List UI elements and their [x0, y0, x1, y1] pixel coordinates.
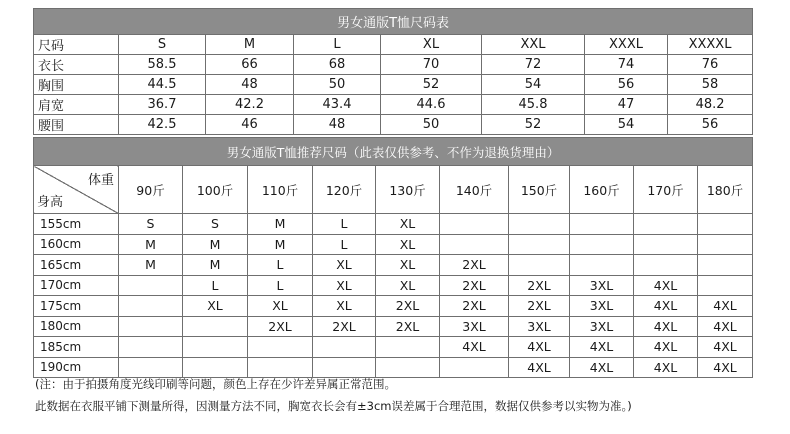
recommended-size-cell: 4XL [698, 337, 753, 358]
recommended-size-cell: XL [313, 255, 376, 276]
recommended-size-cell [698, 234, 753, 255]
weight-header-cell: 100斤 [183, 166, 248, 214]
measure-value-cell: 56 [585, 75, 668, 95]
recommended-size-cell: 4XL [634, 316, 698, 337]
measure-value-cell: 76 [668, 55, 753, 75]
recommended-size-cell: 3XL [570, 296, 634, 317]
recommended-size-cell: 2XL [248, 316, 313, 337]
recommended-size-cell: M [119, 234, 183, 255]
note-line-2: 此数据在衣服平铺下测量所得，因测量方法不同，胸宽衣长会有±3cm误差属于合理范围，数据仅供参考以实物为准。) [35, 399, 632, 413]
recommended-size-cell: 2XL [509, 296, 570, 317]
size-header-cell: XL [381, 35, 482, 55]
recommended-size-cell [509, 255, 570, 276]
measure-value-cell: 36.7 [119, 95, 206, 115]
corner-cell [34, 166, 119, 214]
recommended-size-cell: 4XL [570, 357, 634, 378]
recommended-size-cell: L [313, 234, 376, 255]
measure-value-cell: 66 [206, 55, 294, 75]
height-label-cell: 175cm [34, 296, 119, 317]
measure-value-cell: 48.2 [668, 95, 753, 115]
weight-header-cell: 110斤 [248, 166, 313, 214]
measure-value-cell: 74 [585, 55, 668, 75]
recommended-size-cell [634, 214, 698, 235]
recommended-size-cell: 4XL [634, 275, 698, 296]
size-measure-row [34, 95, 753, 115]
recommended-size-cell: L [248, 255, 313, 276]
size-header-row [34, 35, 753, 55]
recommended-size-cell [440, 357, 509, 378]
measure-value-cell: 50 [381, 115, 482, 135]
height-row [34, 357, 753, 378]
recommended-size-cell: L [313, 214, 376, 235]
height-row [34, 275, 753, 296]
weight-header-cell: 90斤 [119, 166, 183, 214]
recommended-size-cell: 4XL [634, 357, 698, 378]
measure-value-cell: 44.5 [119, 75, 206, 95]
measure-value-cell: 42.2 [206, 95, 294, 115]
recommended-size-cell [119, 316, 183, 337]
height-row [34, 255, 753, 276]
height-label-cell: 185cm [34, 337, 119, 358]
size-header-cell: XXXL [585, 35, 668, 55]
recommended-size-cell [183, 357, 248, 378]
recommended-size-cell [313, 337, 376, 358]
recommended-size-cell: XL [313, 275, 376, 296]
recommended-size-cell [570, 214, 634, 235]
size-measure-row [34, 55, 753, 75]
recommended-size-cell [376, 357, 440, 378]
size-header-cell: XXXXL [668, 35, 753, 55]
recommended-size-cell: M [119, 255, 183, 276]
recommended-size-cell: 4XL [440, 337, 509, 358]
recommended-size-cell [119, 275, 183, 296]
note-line-1: (注：由于拍摄角度光线印刷等问题，颜色上存在少许差异属正常范围。 [35, 377, 396, 391]
size-measure-row [34, 75, 753, 95]
size-chart-table [33, 8, 753, 135]
recommended-size-cell: 4XL [698, 316, 753, 337]
recommended-size-cell: XL [376, 255, 440, 276]
recommended-size-cell: 4XL [509, 337, 570, 358]
recommended-size-cell: M [248, 214, 313, 235]
measure-value-cell: 58 [668, 75, 753, 95]
weight-header-cell: 170斤 [634, 166, 698, 214]
recommended-size-cell: M [183, 255, 248, 276]
measure-value-cell: 54 [585, 115, 668, 135]
height-label-cell: 170cm [34, 275, 119, 296]
recommended-size-cell: XL [248, 296, 313, 317]
recommended-size-cell [248, 357, 313, 378]
recommended-size-cell [183, 316, 248, 337]
recommended-size-cell: 2XL [376, 316, 440, 337]
measure-value-cell: 52 [381, 75, 482, 95]
recommended-size-cell [570, 234, 634, 255]
height-label-cell: 190cm [34, 357, 119, 378]
measure-value-cell: 50 [294, 75, 381, 95]
recommended-size-cell: 3XL [570, 275, 634, 296]
recommended-size-cell: L [248, 275, 313, 296]
height-label-cell: 180cm [34, 316, 119, 337]
recommended-size-cell: 2XL [440, 255, 509, 276]
recommended-size-cell: XL [376, 234, 440, 255]
recommended-size-cell [248, 337, 313, 358]
measure-label: 衣长 [34, 55, 119, 75]
recommended-size-cell [698, 255, 753, 276]
recommended-size-cell [634, 255, 698, 276]
recommended-size-cell: 3XL [509, 316, 570, 337]
measure-value-cell: 45.8 [482, 95, 585, 115]
weight-header-cell: 160斤 [570, 166, 634, 214]
recommended-size-cell: 2XL [313, 316, 376, 337]
recommended-size-cell: XL [183, 296, 248, 317]
weight-header-cell: 180斤 [698, 166, 753, 214]
recommended-size-cell: 4XL [570, 337, 634, 358]
weight-label: 体重 [87, 173, 114, 188]
recommended-size-cell: 2XL [440, 275, 509, 296]
recommended-size-cell [313, 357, 376, 378]
recommended-size-cell: 4XL [634, 296, 698, 317]
recommended-size-cell [119, 357, 183, 378]
recommended-size-cell: XL [313, 296, 376, 317]
recommended-size-cell: 2XL [440, 296, 509, 317]
recommended-size-cell [119, 296, 183, 317]
measure-value-cell: 52 [482, 115, 585, 135]
recommended-size-cell [509, 214, 570, 235]
height-label-cell: 155cm [34, 214, 119, 235]
measure-value-cell: 56 [668, 115, 753, 135]
weight-header-row [34, 166, 753, 214]
recommended-size-cell [183, 337, 248, 358]
recommended-size-cell: XL [376, 214, 440, 235]
recommended-size-cell: 3XL [570, 316, 634, 337]
size-measure-row [34, 115, 753, 135]
height-row [34, 337, 753, 358]
size-chart-title: 男女通版T恤尺码表 [34, 9, 753, 35]
recommend-chart-table [33, 137, 753, 378]
measure-value-cell: 70 [381, 55, 482, 75]
size-header-cell: L [294, 35, 381, 55]
weight-header-cell: 120斤 [313, 166, 376, 214]
recommended-size-cell [509, 234, 570, 255]
recommended-size-cell: M [248, 234, 313, 255]
measure-value-cell: 44.6 [381, 95, 482, 115]
measure-value-cell: 54 [482, 75, 585, 95]
size-header-cell: XXL [482, 35, 585, 55]
measure-label: 胸围 [34, 75, 119, 95]
recommended-size-cell [119, 337, 183, 358]
recommended-size-cell [440, 214, 509, 235]
height-row [34, 234, 753, 255]
measure-label: 肩宽 [34, 95, 119, 115]
weight-header-cell: 150斤 [509, 166, 570, 214]
measure-value-cell: 47 [585, 95, 668, 115]
recommended-size-cell [698, 214, 753, 235]
recommended-size-cell: 4XL [698, 296, 753, 317]
recommended-size-cell: 2XL [509, 275, 570, 296]
recommended-size-cell: 4XL [698, 357, 753, 378]
recommend-chart-title: 男女通版T恤推荐尺码（此表仅供参考、不作为退换货理由） [34, 138, 753, 166]
height-row [34, 214, 753, 235]
recommended-size-cell: 4XL [509, 357, 570, 378]
recommended-size-cell [634, 234, 698, 255]
recommended-size-cell: S [119, 214, 183, 235]
size-header-cell: M [206, 35, 294, 55]
recommended-size-cell: 4XL [634, 337, 698, 358]
recommended-size-cell: M [183, 234, 248, 255]
recommended-size-cell [698, 275, 753, 296]
measure-label: 腰围 [34, 115, 119, 135]
height-label-cell: 160cm [34, 234, 119, 255]
measure-value-cell: 46 [206, 115, 294, 135]
weight-header-cell: 130斤 [376, 166, 440, 214]
height-label-cell: 165cm [34, 255, 119, 276]
size-header-label: 尺码 [34, 35, 119, 55]
measure-value-cell: 48 [294, 115, 381, 135]
height-label: 身高 [37, 195, 64, 210]
size-header-cell: S [119, 35, 206, 55]
height-row [34, 316, 753, 337]
recommended-size-cell [376, 337, 440, 358]
recommended-size-cell: L [183, 275, 248, 296]
measure-value-cell: 58.5 [119, 55, 206, 75]
measure-value-cell: 42.5 [119, 115, 206, 135]
recommended-size-cell: 3XL [440, 316, 509, 337]
measure-value-cell: 43.4 [294, 95, 381, 115]
recommended-size-cell: 2XL [376, 296, 440, 317]
recommended-size-cell [570, 255, 634, 276]
weight-header-cell: 140斤 [440, 166, 509, 214]
height-row [34, 296, 753, 317]
recommended-size-cell: XL [376, 275, 440, 296]
measure-value-cell: 72 [482, 55, 585, 75]
recommended-size-cell: S [183, 214, 248, 235]
measure-value-cell: 48 [206, 75, 294, 95]
recommended-size-cell [440, 234, 509, 255]
measure-value-cell: 68 [294, 55, 381, 75]
